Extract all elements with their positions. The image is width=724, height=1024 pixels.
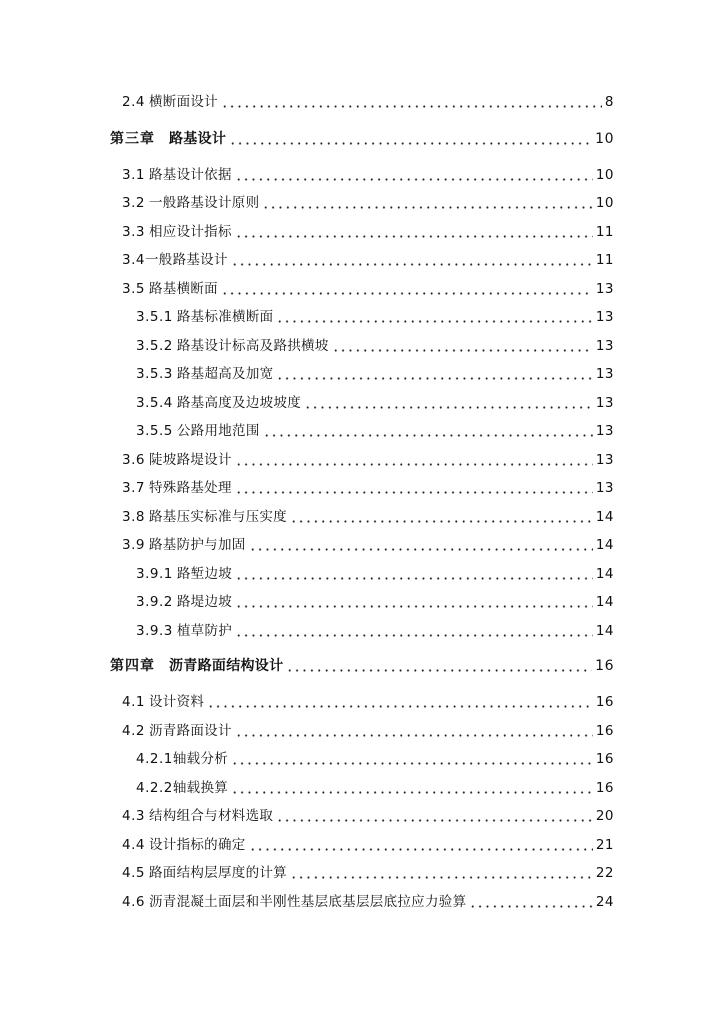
toc-entry[interactable] [122, 891, 614, 911]
toc-entry[interactable] [122, 477, 614, 497]
toc-dot-leader [276, 812, 593, 822]
toc-entry-page: 14 [595, 623, 614, 639]
toc-entry-number: 3.3 [122, 224, 145, 240]
toc-entry[interactable] [122, 164, 614, 184]
toc-entry[interactable] [136, 591, 614, 611]
toc-dot-leader [249, 841, 593, 851]
toc-entry-title: 轴载分析 [172, 751, 229, 767]
toc-entry-title: 植草防护 [176, 623, 233, 639]
toc-entry-title: 公路用地范围 [176, 423, 260, 439]
toc-entry-page: 11 [595, 224, 614, 240]
toc-entry-page: 16 [595, 780, 614, 796]
toc-entry-page: 13 [595, 281, 614, 297]
toc-entry-page: 13 [595, 309, 614, 325]
toc-entry-number: 4.6 [122, 894, 145, 910]
toc-entry[interactable] [136, 392, 614, 412]
toc-entry-title: 设计指标的确定 [148, 837, 246, 853]
toc-entry-title: 特殊路基处理 [148, 480, 232, 496]
toc-entry[interactable] [136, 420, 614, 440]
toc-entry-page: 16 [595, 658, 614, 674]
toc-entry[interactable] [122, 862, 614, 882]
toc-entry-number: 3.9.3 [136, 623, 173, 639]
toc-entry-title: 陡坡路堤设计 [148, 452, 232, 468]
toc-entry-page: 10 [595, 131, 614, 147]
toc-entry-number: 3.5 [122, 281, 145, 297]
toc-entry-page: 22 [595, 865, 614, 881]
toc-entry-number: 4.3 [122, 808, 145, 824]
toc-entry-number: 4.2.1 [136, 751, 173, 767]
toc-entry-number: 2.4 [122, 94, 145, 110]
toc-dot-leader [235, 456, 593, 466]
toc-entry-number: 4.4 [122, 837, 145, 853]
toc-entry-page: 14 [595, 594, 614, 610]
toc-entry-page: 13 [595, 423, 614, 439]
toc-entry-page: 11 [595, 252, 614, 268]
toc-chapter-entry[interactable] [110, 128, 614, 148]
toc-dot-leader [235, 171, 593, 181]
toc-dot-leader [235, 627, 593, 637]
toc-entry-number: 3.5.5 [136, 423, 173, 439]
toc-entry-number: 3.9.2 [136, 594, 173, 610]
toc-entry-number: 4.5 [122, 865, 145, 881]
toc-dot-leader [263, 427, 593, 437]
toc-entry[interactable] [122, 720, 614, 740]
toc-entry-page: 14 [595, 566, 614, 582]
toc-entry[interactable] [122, 192, 614, 212]
toc-dot-leader [221, 285, 593, 295]
toc-entry-page: 14 [595, 537, 614, 553]
toc-entry[interactable] [136, 748, 614, 768]
toc-entry-title: 路堑边坡 [176, 566, 233, 582]
toc-chapter-number: 第四章 [110, 658, 155, 674]
toc-dot-leader [290, 869, 593, 879]
toc-entry[interactable] [122, 506, 614, 526]
toc-entry-title: 横断面设计 [148, 94, 218, 110]
toc-entry-page: 13 [595, 338, 614, 354]
toc-entry-number: 3.5.2 [136, 338, 173, 354]
toc-dot-leader [332, 342, 593, 352]
toc-dot-leader [276, 370, 592, 380]
toc-entry-number: 4.1 [122, 694, 145, 710]
toc-entry-title: 结构组合与材料选取 [148, 808, 274, 824]
toc-entry-title: 路基防护与加固 [148, 537, 246, 553]
toc-dot-leader [221, 98, 602, 108]
toc-dot-leader [235, 727, 593, 737]
toc-entry-page: 16 [595, 694, 614, 710]
toc-entry-title: 路基高度及边坡坡度 [176, 395, 302, 411]
toc-entry-title: 沥青混凝土面层和半刚性基层底基层层底拉应力验算 [148, 894, 467, 910]
toc-entry[interactable] [136, 306, 614, 326]
toc-entry[interactable] [122, 449, 614, 469]
toc-entry-title: 路基设计依据 [148, 167, 232, 183]
toc-dot-leader [235, 484, 593, 494]
toc-chapter-title: 路基设计 [169, 131, 227, 147]
toc-entry-number: 3.9 [122, 537, 145, 553]
toc-entry-number: 3.1 [122, 167, 145, 183]
toc-entry[interactable] [122, 278, 614, 298]
toc-entry-page: 16 [595, 751, 614, 767]
toc-entry-number: 3.5.1 [136, 309, 173, 325]
toc-entry[interactable] [122, 249, 614, 269]
toc-entry-page: 13 [595, 395, 614, 411]
toc-dot-leader [262, 199, 592, 209]
toc-entry-page: 14 [595, 509, 614, 525]
toc-entry-number: 3.8 [122, 509, 145, 525]
toc-dot-leader [231, 784, 593, 794]
toc-entry-page: 13 [595, 480, 614, 496]
toc-entry-title: 一般路基设计 [144, 252, 228, 268]
toc-entry-number: 3.4 [122, 252, 145, 268]
toc-entry[interactable] [136, 777, 614, 797]
toc-entry[interactable] [122, 91, 614, 111]
toc-entry[interactable] [122, 221, 614, 241]
toc-entry[interactable] [122, 534, 614, 554]
toc-entry[interactable] [122, 805, 614, 825]
toc-entry[interactable] [122, 691, 614, 711]
toc-dot-leader [290, 513, 593, 523]
toc-dot-leader [235, 570, 593, 580]
toc-entry-title: 路基设计标高及路拱横坡 [176, 338, 329, 354]
toc-entry-page: 13 [595, 452, 614, 468]
toc-entry-number: 3.7 [122, 480, 145, 496]
toc-dot-leader [276, 313, 592, 323]
toc-entry-title: 路堤边坡 [176, 594, 233, 610]
toc-entry-title: 路基标准横断面 [176, 309, 274, 325]
toc-dot-leader [231, 755, 593, 765]
toc-entry-number: 3.2 [122, 195, 145, 211]
toc-entry[interactable] [136, 363, 614, 383]
toc-dot-leader [231, 256, 593, 266]
toc-entry-number: 3.9.1 [136, 566, 173, 582]
toc-entry-number: 3.5.3 [136, 366, 173, 382]
toc-entry-number: 3.6 [122, 452, 145, 468]
toc-entry-title: 轴载换算 [172, 780, 229, 796]
toc-dot-leader [235, 598, 593, 608]
toc-entry[interactable] [136, 335, 614, 355]
toc-entry-title: 相应设计指标 [148, 224, 232, 240]
toc-dot-leader [286, 662, 592, 672]
toc-entry-title: 路基超高及加宽 [176, 366, 274, 382]
toc-entry[interactable] [122, 834, 614, 854]
toc-entry-title: 一般路基设计原则 [148, 195, 260, 211]
toc-entry-title: 路面结构层厚度的计算 [148, 865, 287, 881]
toc-chapter-title: 沥青路面结构设计 [169, 658, 284, 674]
toc-dot-leader [235, 228, 593, 238]
toc-chapter-number: 第三章 [110, 131, 155, 147]
toc-entry-page: 24 [595, 894, 614, 910]
toc-dot-leader [249, 541, 593, 551]
toc-dot-leader [229, 135, 592, 145]
toc-dot-leader [469, 898, 592, 908]
toc-entry-title: 路基压实标准与压实度 [148, 509, 287, 525]
toc-dot-leader [207, 698, 593, 708]
toc-entry-title: 设计资料 [148, 694, 205, 710]
toc-dot-leader [304, 399, 593, 409]
toc-entry-number: 4.2.2 [136, 780, 173, 796]
toc-entry-page: 10 [595, 195, 614, 211]
toc-entry-page: 20 [595, 808, 614, 824]
toc-entry-title: 沥青路面设计 [148, 723, 232, 739]
toc-entry-page: 16 [595, 723, 614, 739]
toc-entry-page: 21 [595, 837, 614, 853]
toc-entry-page: 13 [595, 366, 614, 382]
toc-entry[interactable] [136, 563, 614, 583]
toc-entry-page: 8 [604, 94, 614, 110]
toc-chapter-entry[interactable] [110, 655, 614, 675]
toc-entry-number: 4.2 [122, 723, 145, 739]
toc-entry-page: 10 [595, 167, 614, 183]
toc-entry[interactable] [136, 620, 614, 640]
toc-entry-number: 3.5.4 [136, 395, 173, 411]
toc-entry-title: 路基横断面 [148, 281, 218, 297]
